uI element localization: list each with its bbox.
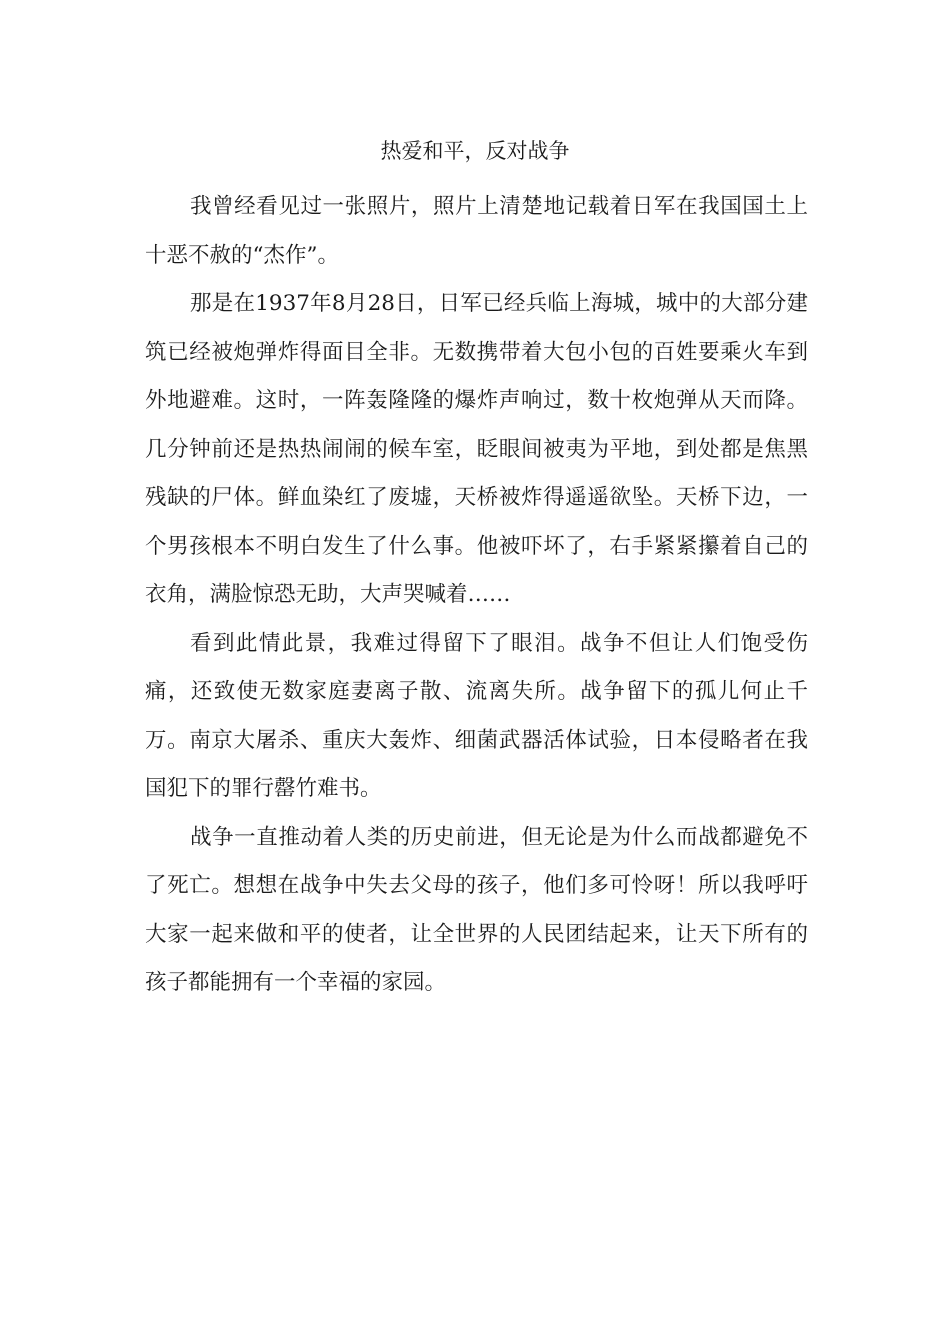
paragraph-4: 战争一直推动着人类的历史前进，但无论是为什么而战都避免不了死亡。想想在战争中失去父母的孩子，他们多可怜呀！所以我呼吁大家一起来做和平的使者，让全世界的人民团结起来，让天下所有的孩子都能拥有一个幸福的家园。 [145, 824, 808, 995]
paragraph-1: 我曾经看见过一张照片，照片上清楚地记载着日军在我国国土上十恶不赦的“杰作”。 [145, 194, 808, 268]
document-title: 热爱和平，反对战争 [380, 139, 570, 163]
document-body [145, 183, 808, 1008]
paragraph-3: 看到此情此景，我难过得留下了眼泪。战争不但让人们饱受伤痛，还致使无数家庭妻离子散、流离失所。战争留下的孤儿何止千万。南京大屠杀、重庆大轰炸、细菌武器活体试验，日本侵略者在我国犯下的罪行罄竹难书。 [145, 630, 808, 801]
paragraph-2: 那是在1937年8月28日，日军已经兵临上海城，城中的大部分建筑已经被炮弹炸得面目全非。无数携带着大包小包的百姓要乘火车到外地避难。这时，一阵轰隆隆的爆炸声响过，数十枚炮弹从天而降。几分钟前还是热热闹闹的候车室，眨眼间被夷为平地，到处都是焦黑残缺的尸体。鲜血染红了废墟，天桥被炸得遥遥欲坠。天桥下边，一个男孩根本不明白发生了什么事。他被吓坏了，右手紧紧攥着自己的衣角，满脸惊恐无助，大声哭喊着…… [145, 291, 808, 607]
